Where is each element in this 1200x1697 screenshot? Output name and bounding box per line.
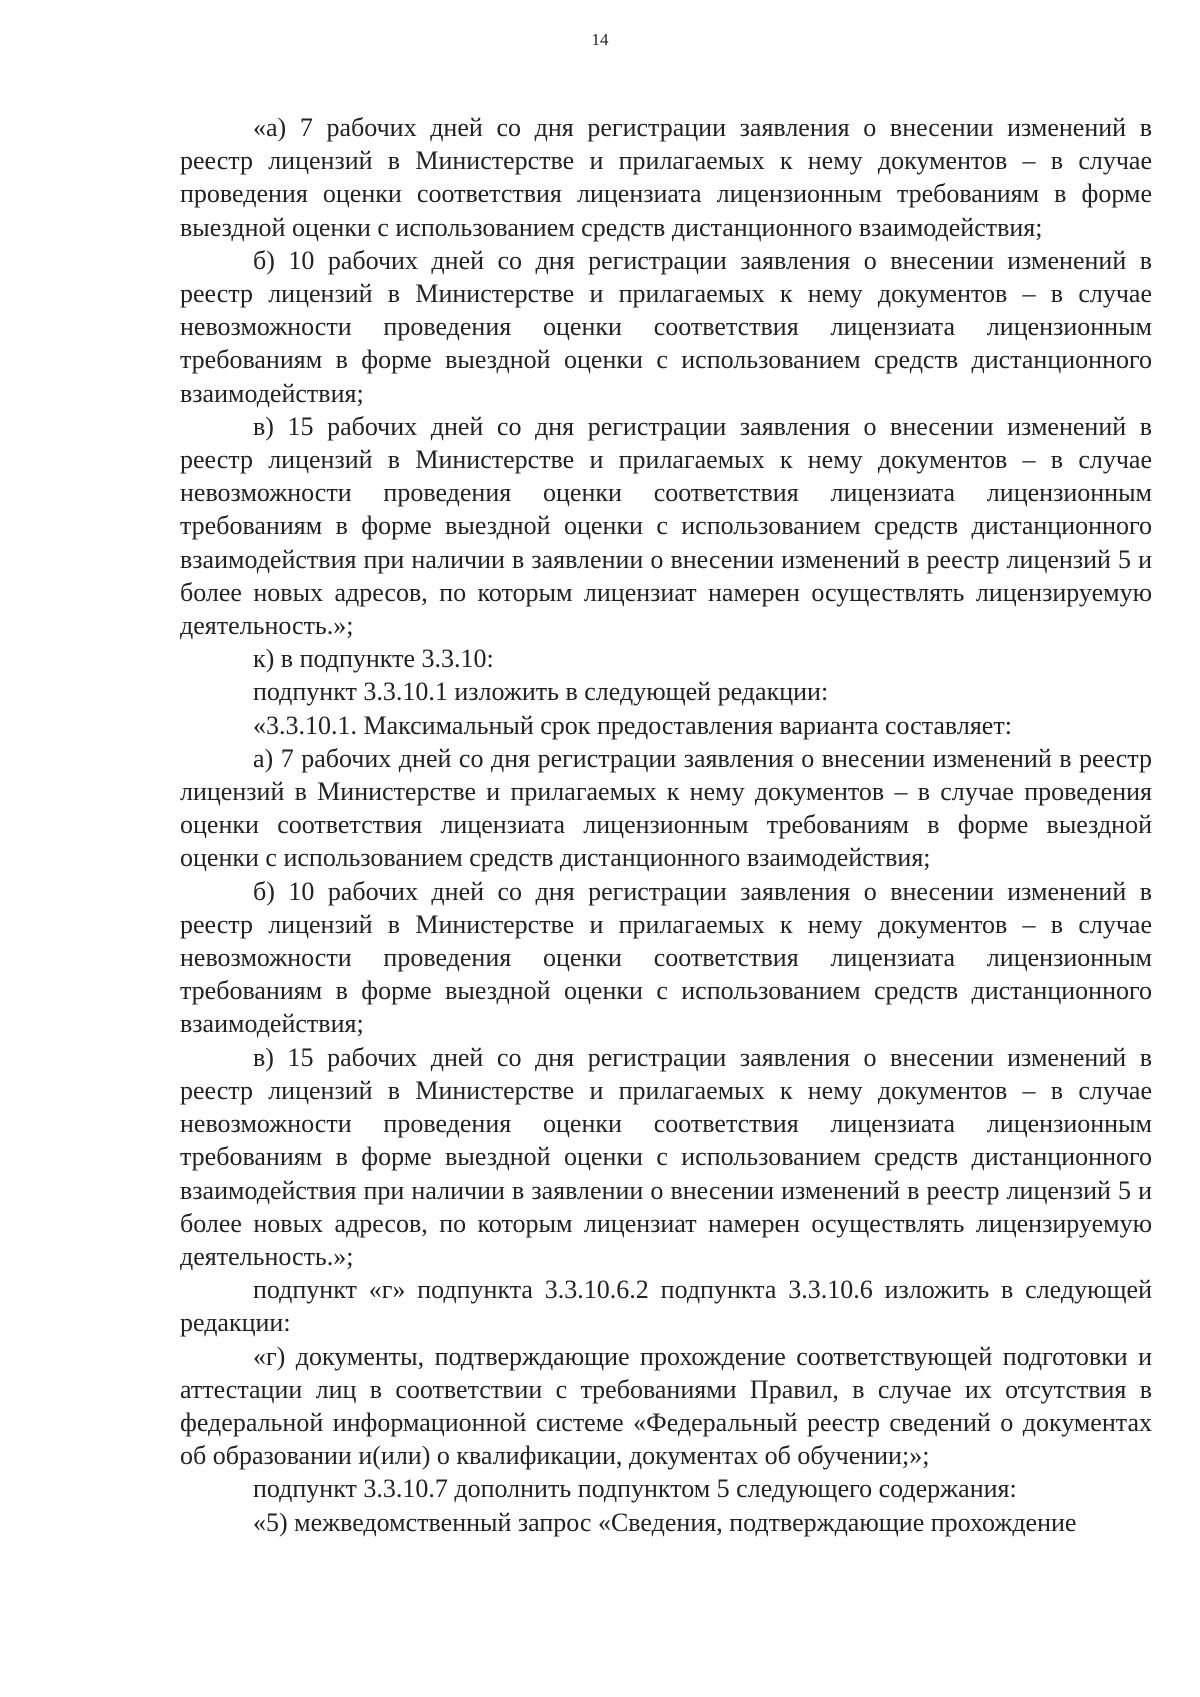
page-number: 14 xyxy=(591,30,609,49)
document-body xyxy=(180,111,1152,1539)
paragraph: подпункт «г» подпункта 3.3.10.6.2 подпункта 3.3.10.6 изложить в следующей редакции: xyxy=(180,1275,1152,1338)
paragraph: б) 10 рабочих дней со дня регистрации заявления о внесении изменений в реестр лицензий в Министерстве и прилагаемых к нему документов – в случае невозможности проведения оценки соответствия лицензиата лицензионным требованиям в форме выездной оценки с использованием средств дистанционного взаимодействия; xyxy=(180,876,1152,1039)
paragraph: к) в подпункте 3.3.10: xyxy=(253,644,494,674)
paragraph: «5) межведомственный запрос «Сведения, подтверждающие прохождение xyxy=(253,1507,1077,1537)
paragraph: «г) документы, подтверждающие прохождение соответствующей подготовки и аттестации лиц в соответствии с требованиями Правил, в случае их отсутствия в федеральной информационной системе «Федеральный реестр сведений о документах об образовании и(или) о квалификации, документах об обучении;»; xyxy=(180,1341,1152,1471)
paragraph: в) 15 рабочих дней со дня регистрации заявления о внесении изменений в реестр лицензий в Министерстве и прилагаемых к нему документов – в случае невозможности проведения оценки соответствия лицензиата лицензионным требованиям в форме выездной оценки с использованием средств дистанционного взаимодействия при наличии в заявлении о внесении изменений в реестр лицензий 5 и более новых адресов, по которым лицензиат намерен осуществлять лицензируемую деятельность.»; xyxy=(180,411,1152,641)
paragraph: подпункт 3.3.10.1 изложить в следующей редакции: xyxy=(253,677,829,707)
paragraph: «а) 7 рабочих дней со дня регистрации заявления о внесении изменений в реестр лицензий в Министерстве и прилагаемых к нему документов – в случае проведения оценки соответствия лицензиата лицензионным требованиям в форме выездной оценки с использованием средств дистанционного взаимодействия; xyxy=(180,113,1152,242)
paragraph: «3.3.10.1. Максимальный срок предоставления варианта составляет: xyxy=(253,710,1012,740)
paragraph: подпункт 3.3.10.7 дополнить подпунктом 5 следующего содержания: xyxy=(253,1474,1017,1504)
paragraph: в) 15 рабочих дней со дня регистрации заявления о внесении изменений в реестр лицензий в Министерстве и прилагаемых к нему документов – в случае невозможности проведения оценки соответствия лицензиата лицензионным требованиям в форме выездной оценки с использованием средств дистанционного взаимодействия при наличии в заявлении о внесении изменений в реестр лицензий 5 и более новых адресов, по которым лицензиат намерен осуществлять лицензируемую деятельность.»; xyxy=(180,1042,1152,1271)
paragraph: а) 7 рабочих дней со дня регистрации заявления о внесении изменений в реестр лицензий в Министерстве и прилагаемых к нему документов – в случае проведения оценки соответствия лицензиата лицензионным требованиям в форме выездной оценки с использованием средств дистанционного взаимодействия; xyxy=(180,743,1152,873)
paragraph: б) 10 рабочих дней со дня регистрации заявления о внесении изменений в реестр лицензий в Министерстве и прилагаемых к нему документов – в случае невозможности проведения оценки соответствия лицензиата лицензионным требованиям в форме выездной оценки с использованием средств дистанционного взаимодействия; xyxy=(180,245,1152,408)
